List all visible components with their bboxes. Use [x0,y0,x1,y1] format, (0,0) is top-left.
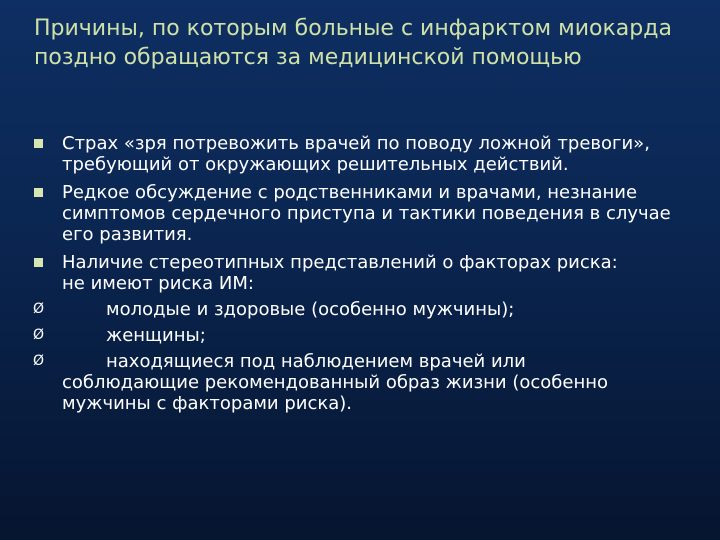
bullet-text: Редкое обсуждение с родственниками и врачами, незнание симптомов сердечного приступа и тактики поведения в случае его развития. [62,182,671,245]
bullet-text: Страх «зря потревожить врачей по поводу ложной тревоги», требующий от окружающих решительных действий. [62,133,650,175]
arrow-bullet-icon: Ø [33,353,45,369]
sub-item-2 [0,325,702,346]
square-bullet-icon [34,188,43,197]
sub-item-3 [0,351,702,414]
slide-title: Причины, по которым больные с инфарктом миокарда поздно обращаются за медицинской помощью [34,16,672,70]
sub-item-text: находящиеся под наблюдением врачей или [106,351,526,372]
slide-content [0,133,720,414]
sub-item-text: молодые и здоровые (особенно мужчины); [106,299,515,320]
bullet-item-1 [0,133,702,175]
sub-item-1 [0,299,702,320]
sub-item-text-continued: соблюдающие рекомендованный образ жизни (особенно мужчины с факторами риска). [62,372,609,414]
sub-item-text: женщины; [106,325,206,346]
square-bullet-icon [34,258,43,267]
bullet-item-2 [0,182,702,245]
plain-line: не имеют риска ИМ: [62,273,254,294]
arrow-bullet-icon: Ø [33,327,45,343]
arrow-bullet-icon: Ø [33,301,45,317]
square-bullet-icon [34,139,43,148]
bullet-item-3 [0,252,702,273]
bullet-text: Наличие стереотипных представлений о факторах риска: [62,252,618,273]
